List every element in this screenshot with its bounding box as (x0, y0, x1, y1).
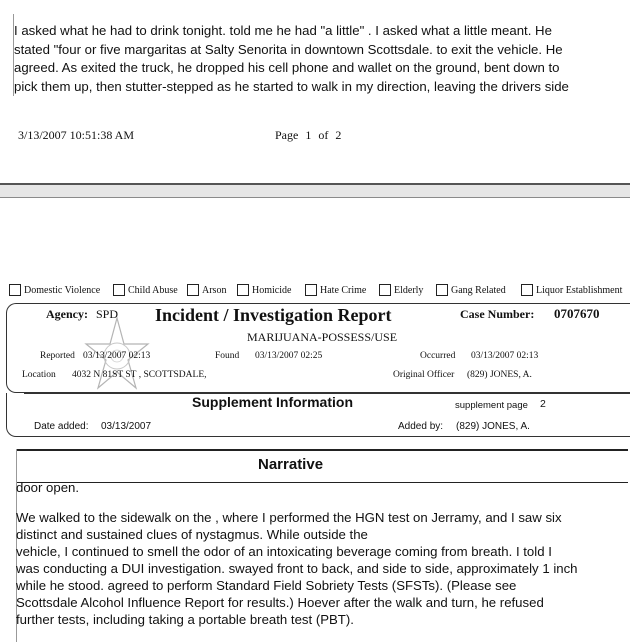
narrative-line: pick them up, then stutter-stepped as he started to walk in my direction, leaving the drivers side (14, 78, 569, 94)
checkbox-square[interactable] (379, 284, 391, 296)
narrative-line: stated "four or five margaritas at Salty Senorita in downtown Scottsdale. to exit the vehicle. He (14, 41, 563, 57)
checkbox-gang-related[interactable] (436, 284, 506, 296)
checkbox-square[interactable] (187, 284, 199, 296)
paragraph-gap (16, 496, 628, 509)
checkbox-square[interactable] (305, 284, 317, 296)
reported-label: Reported (40, 351, 75, 361)
report-title: Incident / Investigation Report (155, 305, 392, 325)
reported-value: 03/13/2007 02:13 (83, 351, 151, 361)
print-timestamp: 3/13/2007 10:51:38 AM (18, 128, 135, 142)
original-officer-label: Original Officer (393, 370, 455, 380)
page-break (0, 183, 630, 198)
checkbox-child-abuse[interactable] (113, 284, 178, 296)
narrative-line: further tests, including taking a portable breath test (PBT). (16, 612, 354, 627)
checkbox-square[interactable] (436, 284, 448, 296)
location-value: 4032 N 81ST ST , SCOTTSDALE, (72, 370, 207, 380)
page-number: Page 1 of 2 (275, 128, 342, 142)
agency-label: Agency: (46, 307, 88, 321)
checkbox-label: Child Abuse (128, 284, 178, 296)
agency-value: SPD (96, 307, 119, 321)
occurred-label: Occurred (420, 351, 456, 361)
supplement-page-label: supplement page (455, 400, 528, 411)
page1-narrative (14, 22, 626, 96)
checkbox-label: Gang Related (451, 284, 506, 296)
checkbox-square[interactable] (237, 284, 249, 296)
page2-narrative (16, 479, 628, 628)
added-by-value: (829) JONES, A. (456, 421, 530, 432)
checkbox-label: Elderly (394, 284, 424, 296)
narrative-title: Narrative (258, 456, 324, 473)
checkbox-square[interactable] (521, 284, 533, 296)
date-added-label: Date added: (34, 421, 89, 432)
checkbox-hate-crime[interactable] (305, 284, 366, 296)
checkbox-label: Homicide (252, 284, 292, 296)
case-number-value: 0707670 (554, 306, 600, 321)
supplement-page-value: 2 (540, 398, 546, 410)
found-label: Found (215, 351, 240, 361)
supplement-title: Supplement Information (192, 394, 353, 410)
location-label: Location (22, 370, 56, 380)
checkbox-homicide[interactable] (237, 284, 291, 296)
checkbox-square[interactable] (9, 284, 21, 296)
case-number-label: Case Number: (460, 307, 535, 321)
checkbox-label: Arson (202, 284, 227, 296)
narrative-line: door open. (16, 480, 80, 495)
narrative-line: We walked to the sidewalk on the , where I performed the HGN test on Jerramy, and I saw six (16, 510, 562, 525)
occurred-value: 03/13/2007 02:13 (471, 351, 539, 361)
narrative-line: while he stood. agreed to perform Standard Field Sobriety Tests (SFSTs). (Please see (16, 578, 517, 593)
checkbox-liquor-establishment[interactable] (521, 284, 622, 296)
narrative-line: vehicle, I continued to smell the odor of an intoxicating beverage coming from breath. I told I (16, 544, 552, 559)
category-checkboxes (9, 284, 630, 300)
original-officer-value: (829) JONES, A. (467, 370, 532, 380)
checkbox-elderly[interactable] (379, 284, 423, 296)
offense-type: MARIJUANA-POSSESS/USE (247, 330, 398, 344)
checkbox-label: Domestic Violence (24, 284, 101, 296)
checkbox-square[interactable] (113, 284, 125, 296)
checkbox-label: Liquor Establishment (536, 284, 623, 296)
added-by-label: Added by: (398, 421, 444, 432)
checkbox-arson[interactable] (187, 284, 226, 296)
narrative-line: Scottsdale Alcohol Influence Report for results.) Hoever after the walk and turn, he refused (16, 595, 544, 610)
narrative-line: was conducting a DUI investigation. swayed front to back, and side to side, approximately 1 inch (16, 561, 578, 576)
narrative-line: I asked what he had to drink tonight. told me he had "a little" . I asked what a little meant. He (14, 23, 552, 38)
checkbox-domestic-violence[interactable] (9, 284, 100, 296)
narrative-line: distinct and sustained clues of nystagmus. While outside the (16, 527, 368, 542)
narrative-line: agreed. As exited the truck, he dropped his cell phone and wallet on the ground, bent down to (14, 60, 560, 75)
checkbox-label: Hate Crime (320, 284, 367, 296)
found-value: 03/13/2007 02:25 (255, 351, 323, 361)
date-added-value: 03/13/2007 (101, 421, 152, 432)
